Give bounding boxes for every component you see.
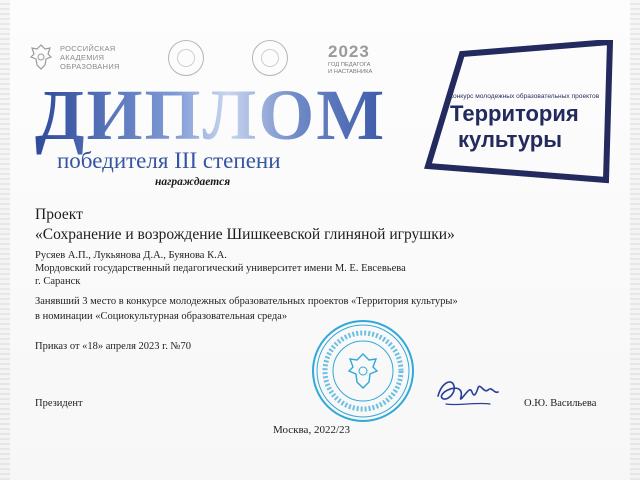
signatory-name: О.Ю. Васильева [524,398,597,409]
brand-name-line2: культуры [458,127,563,152]
city-name: г. Саранск [35,276,81,287]
building-emblem-icon [252,40,288,76]
rao-logo-text [60,44,120,71]
left-guilloche-border [0,0,10,480]
project-title: «Сохранение и возрождение Шишкеевской глиняной игрушки» [35,226,455,243]
award-text-line: Занявший 3 место в конкурсе молодежных образовательных проектов «Территория культуры» [35,296,458,307]
awarded-label: награждается [155,176,231,188]
project-label: Проект [35,206,83,223]
order-reference: Приказ от «18» апреля 2023 г. №70 [35,341,192,352]
eagle-emblem-icon [28,42,54,72]
rao-line: АКАДЕМИЯ [60,52,105,62]
award-text-line: в номинации «Социокультурная образовательная среда» [35,311,288,322]
handwritten-signature-icon [432,372,504,412]
year-of-teacher-logo [328,42,380,76]
place-and-year: Москва, 2022/23 [273,424,350,436]
rao-logo [28,42,120,72]
territory-of-culture-logo [420,40,620,190]
year-caption-line: ГОД ПЕДАГОГА [328,62,371,68]
rao-line: ОБРАЗОВАНИЯ [60,61,120,71]
rao-line: РОССИЙСКАЯ [60,43,116,53]
year-number: 2023 [328,42,370,61]
year-caption-line: И НАСТАВНИКА [328,69,373,75]
brand-name-line1: Территория [450,101,579,126]
university-seal-icon [168,40,204,76]
official-stamp-icon [310,318,416,424]
project-authors: Русяев А.П., Лукьянова Д.А., Буянова К.А. [35,250,227,261]
brand-caption: конкурс молодежных образовательных проектов [450,93,600,100]
right-guilloche-border [630,0,640,480]
signatory-position: Президент [35,398,83,409]
diploma-subtitle: победителя III степени [57,148,281,173]
university-name: Мордовский государственный педагогический университет имени М. Е. Евсевьева [35,263,406,274]
diploma-title: ДИПЛОМ [35,75,387,155]
